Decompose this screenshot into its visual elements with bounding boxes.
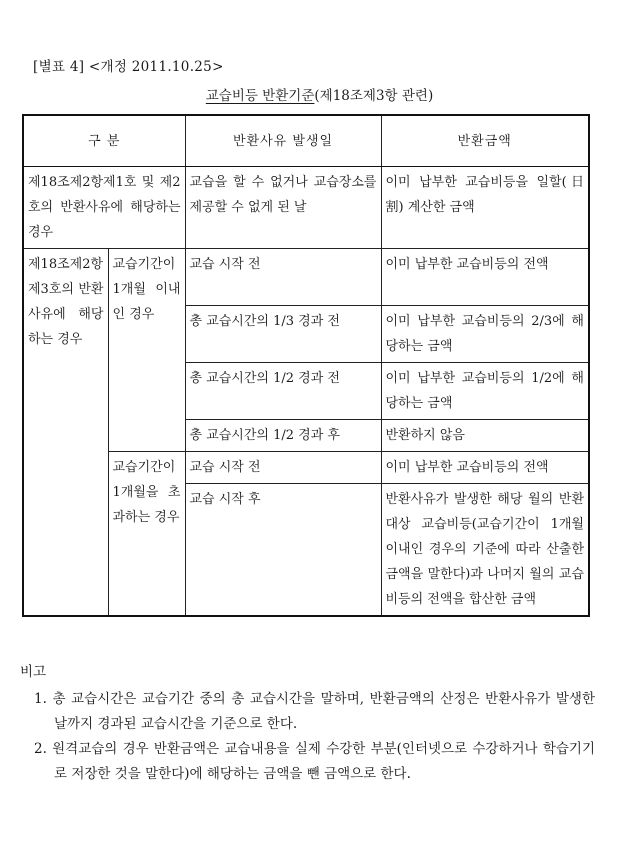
- a-occurrence-1: 총 교습시간의 1/3 경과 전: [185, 306, 381, 363]
- b-amount-1: 반환사유가 발생한 해당 월의 반환 대상 교습비등(교습기간이 1개월 이내인 경우의 기준에 따라 산출한 금액을 말한다)과 나머지 월의 교습비등의 전액을 합산한 금액: [381, 484, 589, 617]
- period-within-one-month: 교습기간이 1개월 이내인 경우: [108, 249, 185, 452]
- annex-label: [별표 4]: [33, 59, 85, 75]
- row1-category: 제18조제2항제1호 및 제2호의 반환사유에 해당하는 경우: [23, 167, 185, 249]
- document-title: [0, 84, 639, 104]
- row1-occurrence: 교습을 할 수 없거나 교습장소를 제공할 수 없게 된 날: [185, 167, 381, 249]
- b-amount-0: 이미 납부한 교습비등의 전액: [381, 452, 589, 484]
- revision-label: <개정 2011.10.25>: [88, 59, 224, 75]
- row1-amount: 이미 납부한 교습비등을 일할(日割) 계산한 금액: [381, 167, 589, 249]
- table-row: [23, 167, 589, 249]
- notes-section: [20, 660, 595, 787]
- header-category: 구 분: [23, 115, 185, 167]
- a-occurrence-2: 총 교습시간의 1/2 경과 전: [185, 363, 381, 420]
- note-item: 2. 원격교습의 경우 반환금액은 교습내용을 실제 수강한 부분(인터넷으로 수강하거나 학습기기로 저장한 것을 말한다)에 해당하는 금액을 뺀 금액으로 한다.: [34, 741, 595, 782]
- title-main: 교습비등 반환기준: [205, 88, 315, 104]
- table-header-row: [23, 115, 589, 167]
- table-row: [23, 452, 589, 484]
- a-amount-0: 이미 납부한 교습비등의 전액: [381, 249, 589, 306]
- b-occurrence-0: 교습 시작 전: [185, 452, 381, 484]
- period-over-one-month: 교습기간이 1개월을 초과하는 경우: [108, 452, 185, 617]
- header-amount: 반환금액: [381, 115, 589, 167]
- a-occurrence-0: 교습 시작 전: [185, 249, 381, 306]
- refund-criteria-table: [22, 114, 590, 617]
- table-row: [23, 249, 589, 306]
- a-amount-1: 이미 납부한 교습비등의 2/3에 해당하는 금액: [381, 306, 589, 363]
- row2-category: 제18조제2항제3호의 반환사유에 해당하는 경우: [23, 249, 108, 617]
- note-item: 1. 총 교습시간은 교습기간 중의 총 교습시간을 말하며, 반환금액의 산정은 반환사유가 발생한 날까지 경과된 교습시간을 기준으로 한다.: [34, 691, 595, 732]
- a-occurrence-3: 총 교습시간의 1/2 경과 후: [185, 420, 381, 452]
- notes-heading: 비고: [20, 664, 47, 680]
- b-occurrence-1: 교습 시작 후: [185, 484, 381, 617]
- a-amount-3: 반환하지 않음: [381, 420, 589, 452]
- header-occurrence: 반환사유 발생일: [185, 115, 381, 167]
- title-sub: (제18조제3항 관련): [314, 88, 434, 104]
- a-amount-2: 이미 납부한 교습비등의 1/2에 해당하는 금액: [381, 363, 589, 420]
- annex-header: [33, 55, 224, 75]
